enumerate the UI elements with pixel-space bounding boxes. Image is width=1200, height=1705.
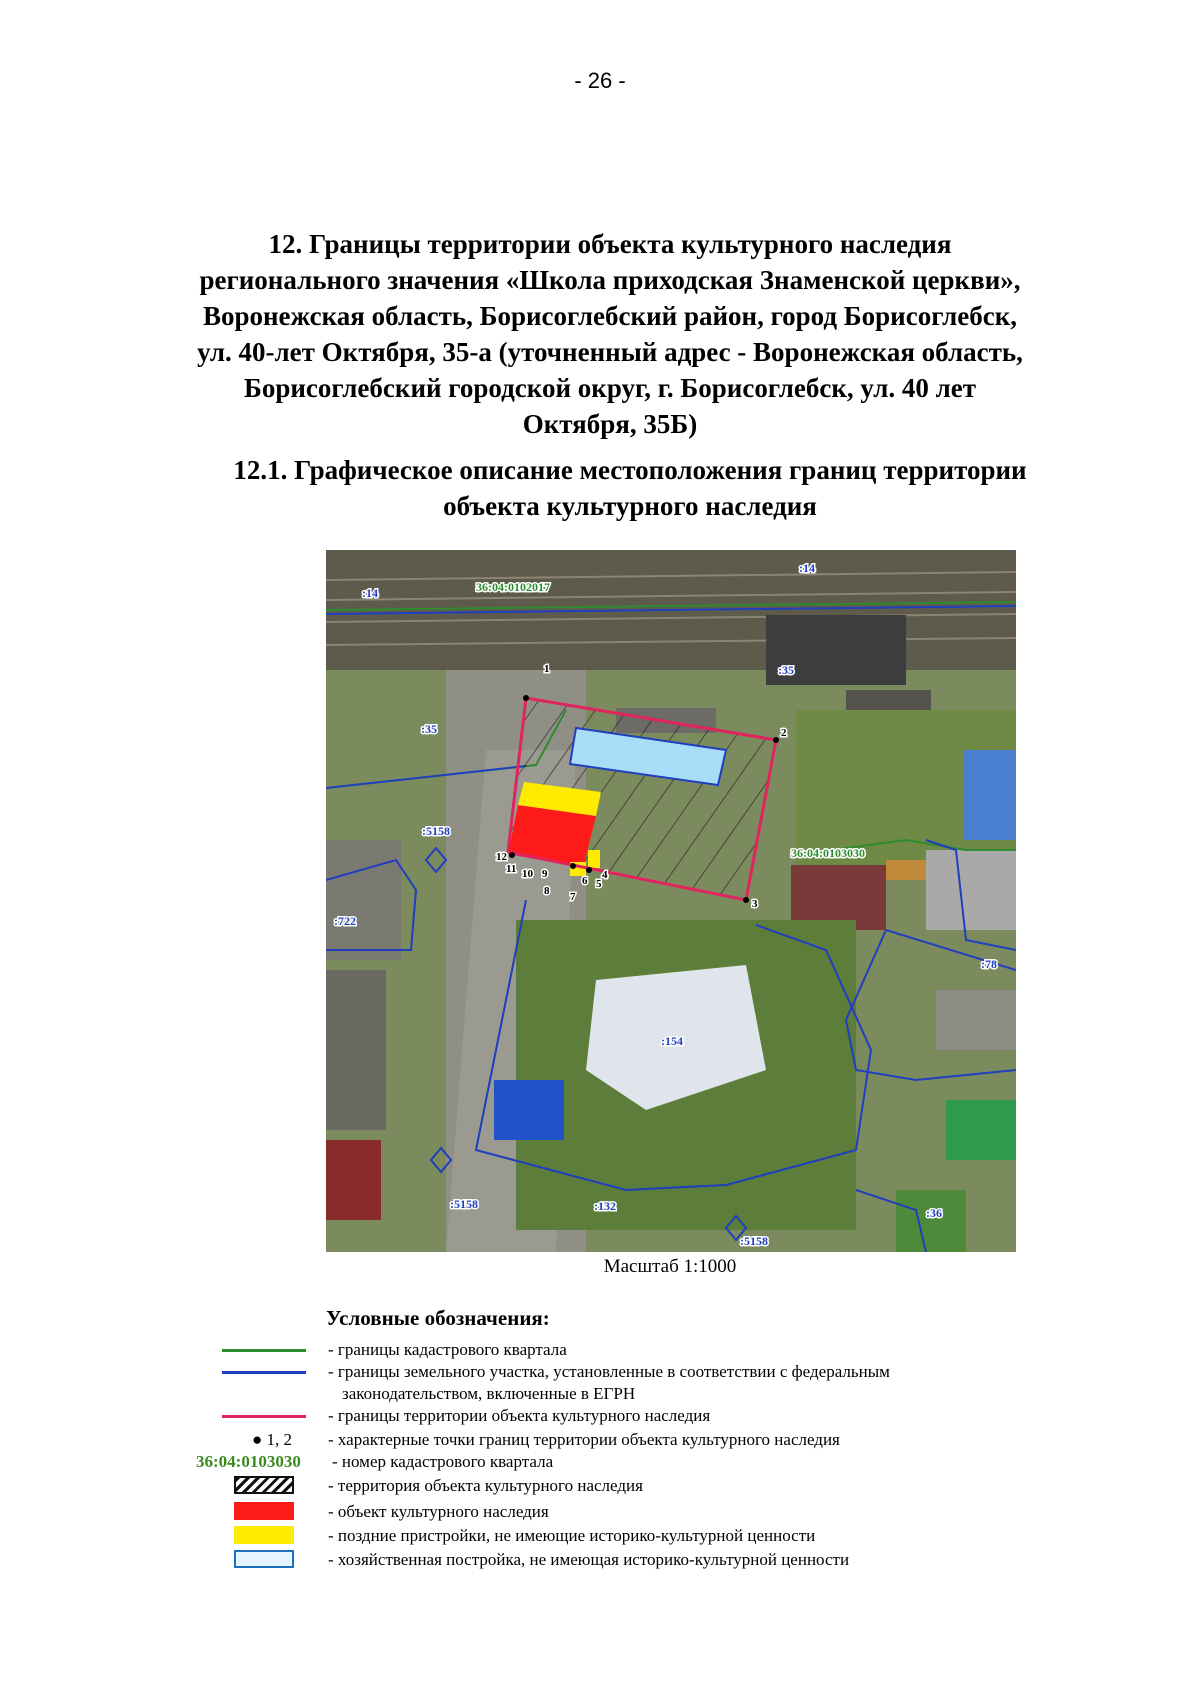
title-line: Октября, 35Б) xyxy=(522,409,698,439)
point-label: 4 xyxy=(602,869,608,881)
legend-title: Условные обозначения: xyxy=(326,1306,550,1330)
legend-item xyxy=(0,1502,1200,1524)
legend-text: - поздние пристройки, не имеющие историко-культурной ценности xyxy=(328,1526,816,1545)
section-title xyxy=(180,226,1040,442)
building xyxy=(936,990,1016,1050)
hatch-symbol xyxy=(234,1476,294,1494)
legend-item xyxy=(0,1430,1200,1452)
point-label: 3 xyxy=(752,898,758,910)
legend-text: - границы земельного участка, установленные в соответствии с федеральным xyxy=(328,1362,890,1381)
point-label: 8 xyxy=(544,885,550,897)
parcel-label: :5158 xyxy=(422,824,450,838)
parcel-label: :722 xyxy=(334,914,356,928)
building xyxy=(326,970,386,1130)
parcel-label: :36 xyxy=(926,1206,942,1220)
building xyxy=(926,850,1016,930)
point-label: 5 xyxy=(596,878,602,890)
boundary-point xyxy=(773,737,779,743)
parcel-label: :35 xyxy=(421,722,437,736)
point-label: 1 xyxy=(544,663,550,675)
site-plan-map xyxy=(326,550,1016,1252)
late-addition xyxy=(588,850,600,868)
lightblue-box-symbol xyxy=(234,1550,294,1568)
legend-text: - характерные точки границ территории объекта культурного наследия xyxy=(328,1430,840,1449)
green-line-symbol xyxy=(222,1349,306,1352)
building xyxy=(326,840,401,960)
point-label: 9 xyxy=(542,868,548,880)
parcel-label: :132 xyxy=(594,1199,616,1213)
legend-item xyxy=(0,1406,1200,1428)
subtitle-line: объекта культурного наследия xyxy=(443,491,817,521)
blue-line-symbol xyxy=(222,1371,306,1374)
quarter-number-symbol: 36:04:0103030 xyxy=(196,1452,301,1471)
parcel-label: :35 xyxy=(778,663,794,677)
building xyxy=(886,860,926,880)
legend-item xyxy=(0,1362,1200,1384)
cadastral-quarter-label: 36:04:0103030 xyxy=(791,846,865,860)
boundary-point xyxy=(570,863,576,869)
legend-text: - хозяйственная постройка, не имеющая историко-культурной ценности xyxy=(328,1550,850,1569)
building xyxy=(494,1080,564,1140)
title-line: Борисоглебский городской округ, г. Борисоглебск, ул. 40 лет xyxy=(243,373,977,403)
point-label: 12 xyxy=(496,851,507,863)
legend-item xyxy=(0,1526,1200,1548)
legend-item xyxy=(0,1550,1200,1572)
legend-text: - территория объекта культурного наследия xyxy=(328,1476,643,1495)
page-number: - 26 - xyxy=(574,68,626,93)
parcel-label: :78 xyxy=(981,957,997,971)
cadastral-quarter-label: 36:04:0102017 xyxy=(476,580,550,594)
parcel-label: :5158 xyxy=(740,1234,768,1248)
parcel-label: :5158 xyxy=(450,1197,478,1211)
legend-text: - объект культурного наследия xyxy=(328,1502,549,1521)
map-scale: Масштаб 1:1000 xyxy=(603,1256,737,1277)
title-line: регионального значения «Школа приходская Знаменской церкви», xyxy=(199,265,1021,295)
legend-item xyxy=(0,1452,1200,1474)
boundary-point xyxy=(586,867,592,873)
red-box-symbol xyxy=(234,1502,294,1520)
legend-item xyxy=(0,1340,1200,1362)
point-symbol: ● 1, 2 xyxy=(252,1430,293,1449)
point-label: 10 xyxy=(522,868,533,880)
pink-line-symbol xyxy=(222,1415,306,1418)
legend-text: - номер кадастрового квартала xyxy=(332,1452,554,1471)
parcel-label: :14 xyxy=(362,586,378,600)
legend-text: - границы кадастрового квартала xyxy=(328,1340,567,1359)
yellow-box-symbol xyxy=(234,1526,294,1544)
subtitle-line: 12.1. Графическое описание местоположения границ территории xyxy=(233,455,1027,485)
title-line: 12. Границы территории объекта культурного наследия xyxy=(268,229,952,259)
point-label: 7 xyxy=(570,891,576,903)
title-line: ул. 40-лет Октября, 35-а (уточненный адрес - Воронежская область, xyxy=(197,337,1023,367)
building xyxy=(896,1190,966,1252)
building xyxy=(964,750,1016,840)
building xyxy=(946,1100,1016,1160)
legend-item xyxy=(0,1476,1200,1498)
parcel-label: :154 xyxy=(661,1034,683,1048)
point-label: 2 xyxy=(781,727,787,739)
parcel-label: :14 xyxy=(799,561,815,575)
legend-item xyxy=(0,1384,1200,1406)
boundary-point xyxy=(743,897,749,903)
boundary-point xyxy=(523,695,529,701)
point-label: 6 xyxy=(582,875,588,887)
point-label: 11 xyxy=(506,863,517,875)
legend-text: законодательством, включенные в ЕГРН xyxy=(342,1384,636,1403)
legend-text: - границы территории объекта культурного наследия xyxy=(328,1406,711,1425)
building xyxy=(326,1140,381,1220)
boundary-point xyxy=(509,852,515,858)
subsection-title xyxy=(200,452,1060,524)
title-line: Воронежская область, Борисоглебский район, город Борисоглебск, xyxy=(202,301,1018,331)
